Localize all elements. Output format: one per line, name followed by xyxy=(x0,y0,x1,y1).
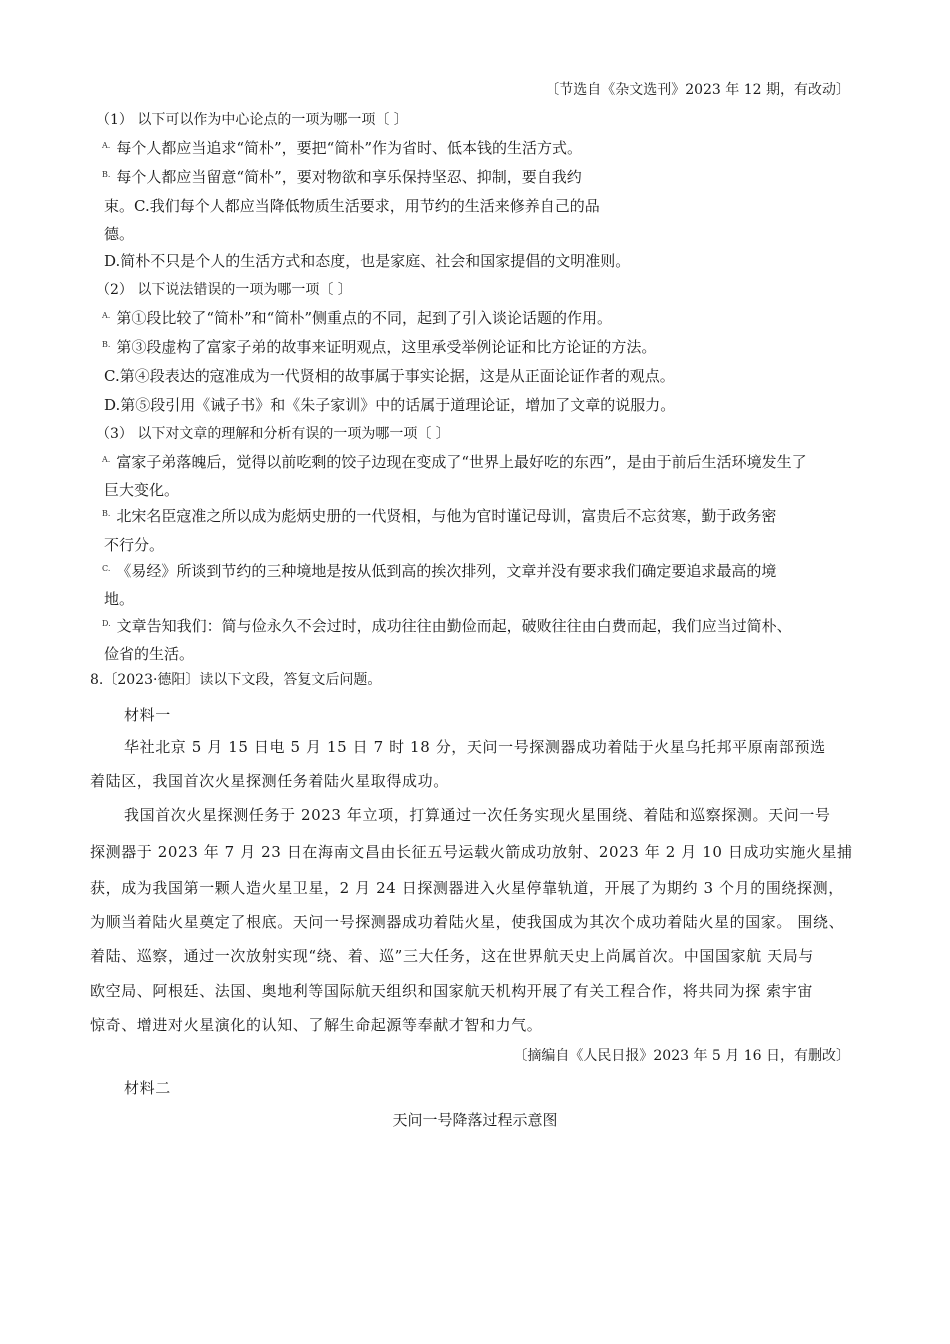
material-1-paragraph-2-line: 获，成为我国第一颗人造火星卫星，2 月 24 日探测器进入火星停靠轨道，开展了为期约 3 个月的围绕探测， xyxy=(90,879,844,897)
option-text: 第①段比较了“简朴”和“简朴”侧重点的不同，起到了引入谈论话题的作用。 xyxy=(116,309,613,327)
question-1-option-d: D.简朴不只是个人的生活方式和态度，也是家庭、社会和国家提倡的文明准则。 xyxy=(104,252,631,270)
option-text: 《易经》所谈到节约的三种境地是按从低到高的挨次排列，文章并没有要求我们确定要追求最高的境 xyxy=(116,562,777,580)
source-citation-1: 〔节选自《杂文选刊》2023 年 12 期，有改动〕 xyxy=(545,82,850,98)
source-citation-2: 〔摘编自《人民日报》2023 年 5 月 16 日，有删改〕 xyxy=(513,1048,850,1064)
option-text: 每个人都应当追求“简朴”，要把“简朴”作为省时、低本钱的生活方式。 xyxy=(116,139,583,157)
option-marker: B. xyxy=(102,170,111,179)
question-3-option-d-cont: 俭省的生活。 xyxy=(104,645,195,663)
question-3-option-c-cont: 地。 xyxy=(104,590,135,608)
question-2-option-b xyxy=(102,337,656,357)
question-3-option-c xyxy=(102,561,776,581)
material-1-paragraph-2-line: 我国首次火星探测任务于 2023 年立项，打算通过一次任务实现火星围绕、着陆和巡察探测。天问一号 xyxy=(124,806,831,824)
figure-caption: 天问一号降落过程示意图 xyxy=(392,1111,558,1129)
material-1-paragraph-1-line: 着陆区，我国首次火星探测任务着陆火星取得成功。 xyxy=(90,772,449,790)
question-2-option-a xyxy=(102,308,612,328)
material-1-paragraph-2-line: 探测器于 2023 年 7 月 23 日在海南文昌由长征五号运载火箭成功放射、2023 年 2 月 10 日成功实施火星捕 xyxy=(90,843,853,861)
question-3-stem: （3） 以下对文章的理解和分析有误的一项为哪一项〔 〕 xyxy=(96,426,450,442)
question-1-option-b-end: 德。 xyxy=(104,225,135,243)
option-marker: B. xyxy=(102,340,111,349)
material-1-paragraph-2-line: 惊奇、增进对火星演化的认知、了解生命起源等奉献才智和力气。 xyxy=(90,1016,543,1034)
option-marker: A. xyxy=(102,141,111,150)
question-3-option-a-cont: 巨大变化。 xyxy=(104,481,180,499)
option-text: 每个人都应当留意“简朴”，要对物欲和享乐保持坚忍、抑制，要自我约 xyxy=(116,168,582,186)
option-text: 富家子弟落魄后，觉得以前吃剩的饺子边现在变成了“世界上最好吃的东西”，是由于前后生活环境发生了 xyxy=(116,453,807,471)
question-2-option-d: D.第⑤段引用《诫子书》和《朱子家训》中的话属于道理论证，增加了文章的说服力。 xyxy=(104,396,676,414)
material-1-paragraph-2-line: 欧空局、阿根廷、法国、奥地利等国际航天组织和国家航天机构开展了有关工程合作，将共同为探 索宇宙 xyxy=(90,982,813,1000)
option-text: 文章告知我们：简与俭永久不会过时，成功往往由勤俭而起，破败往往由白费而起，我们应当过简朴、 xyxy=(116,617,792,635)
question-3-option-b xyxy=(102,506,776,526)
option-marker: D. xyxy=(102,619,111,628)
option-marker: C. xyxy=(102,564,111,573)
material-1-title: 材料一 xyxy=(124,706,171,724)
question-3-option-d xyxy=(102,616,792,636)
question-1-option-b-cont: 束。C.我们每个人都应当降低物质生活要求，用节约的生活来修养自己的品 xyxy=(104,197,600,215)
option-text: 北宋名臣寇准之所以成为彪炳史册的一代贤相，与他为官时谨记母训，富贵后不忘贫寒，勤于政务密 xyxy=(116,507,777,525)
option-marker: B. xyxy=(102,509,111,518)
option-marker: A. xyxy=(102,455,111,464)
question-3-option-a xyxy=(102,452,807,472)
question-2-stem: （2） 以下说法错误的一项为哪一项〔 〕 xyxy=(96,282,352,298)
material-1-paragraph-2-line: 着陆、巡察，通过一次放射实现“绕、着、巡”三大任务，这在世界航天史上尚属首次。中国国家航 天局与 xyxy=(90,947,814,965)
option-marker: A. xyxy=(102,311,111,320)
question-3-option-b-cont: 不行分。 xyxy=(104,536,165,554)
material-2-title: 材料二 xyxy=(124,1079,171,1097)
material-1-paragraph-2-line: 为顺当着陆火星奠定了根底。天问一号探测器成功着陆火星，使我国成为其次个成功着陆火星的国家。 围绕、 xyxy=(90,913,845,931)
question-1-option-a xyxy=(102,138,582,158)
question-8-stem: 8.〔2023·德阳〕读以下文段，答复文后问题。 xyxy=(90,672,382,688)
question-1-option-b xyxy=(102,167,582,187)
question-1-stem: （1） 以下可以作为中心论点的一项为哪一项〔 〕 xyxy=(96,112,408,128)
question-2-option-c: C.第④段表达的寇准成为一代贤相的故事属于事实论据，这是从正面论证作者的观点。 xyxy=(104,367,675,385)
material-1-paragraph-1-line: 华社北京 5 月 15 日电 5 月 15 日 7 时 18 分，天问一号探测器成功着陆于火星乌托邦平原南部预选 xyxy=(124,738,826,756)
option-text: 第③段虚构了富家子弟的故事来证明观点，这里承受举例论证和比方论证的方法。 xyxy=(116,338,657,356)
